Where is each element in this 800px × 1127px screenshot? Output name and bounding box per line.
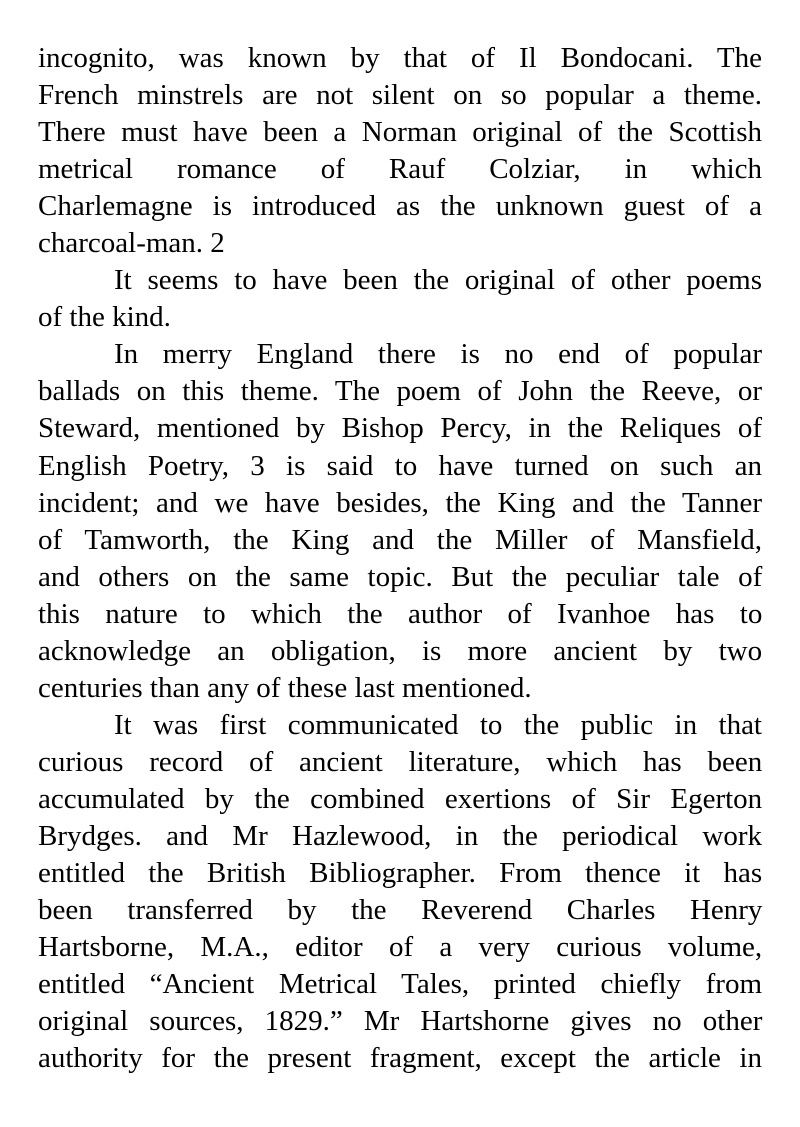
paragraph-4 <box>38 707 762 1077</box>
text-line: English Poetry, 3 is said to have turned on such an <box>38 449 762 482</box>
text-line: entitled the British Bibliographer. From thence it has <box>38 857 763 890</box>
text-line: Brydges. and Mr Hazlewood, in the periodical work <box>38 819 762 852</box>
text-line: been transferred by the Reverend Charles Henry <box>38 894 763 927</box>
text-line: Charlemagne is introduced as the unknown guest of a <box>38 190 762 223</box>
text-line: centuries than any of these last mentioned. <box>38 671 532 704</box>
text-line: authority for the present fragment, except the article in <box>38 1042 762 1075</box>
text-line: incident; and we have besides, the King and the Tanner <box>38 486 763 519</box>
paragraph-3 <box>38 336 762 706</box>
text-line: It seems to have been the original of other poems <box>114 264 762 297</box>
text-line: ballads on this theme. The poem of John the Reeve, or <box>38 375 762 408</box>
text-line: and others on the same topic. But the peculiar tale of <box>38 560 763 593</box>
text-line: Steward, mentioned by Bishop Percy, in the Reliques of <box>38 412 762 445</box>
text-line: of the kind. <box>38 301 171 334</box>
text-line: incognito, was known by that of Il Bondocani. The <box>38 42 762 74</box>
text-line: curious record of ancient literature, which has been <box>38 745 763 778</box>
text-line: charcoal-man. 2 <box>38 227 225 260</box>
text-line: metrical romance of Rauf Colziar, in which <box>38 153 762 186</box>
text-line: of Tamworth, the King and the Miller of Mansfield, <box>38 523 762 556</box>
text-line: original sources, 1829.” Mr Hartshorne gives no other <box>38 1005 763 1038</box>
document-page <box>38 40 762 1077</box>
text-line: accumulated by the combined exertions of Sir Egerton <box>38 782 763 815</box>
text-line: this nature to which the author of Ivanhoe has to <box>38 597 763 630</box>
text-line: There must have been a Norman original of the Scottish <box>38 116 762 149</box>
text-line: In merry England there is no end of popular <box>114 338 762 371</box>
text-line: French minstrels are not silent on so popular a theme. <box>38 79 762 112</box>
paragraph-1 <box>38 40 762 262</box>
text-line: It was first communicated to the public in that <box>114 708 762 741</box>
text-line: Hartsborne, M.A., editor of a very curious volume, <box>38 931 763 964</box>
text-line: entitled “Ancient Metrical Tales, printed chiefly from <box>38 968 762 1001</box>
text-line: acknowledge an obligation, is more ancient by two <box>38 634 763 667</box>
paragraph-2 <box>38 262 762 336</box>
